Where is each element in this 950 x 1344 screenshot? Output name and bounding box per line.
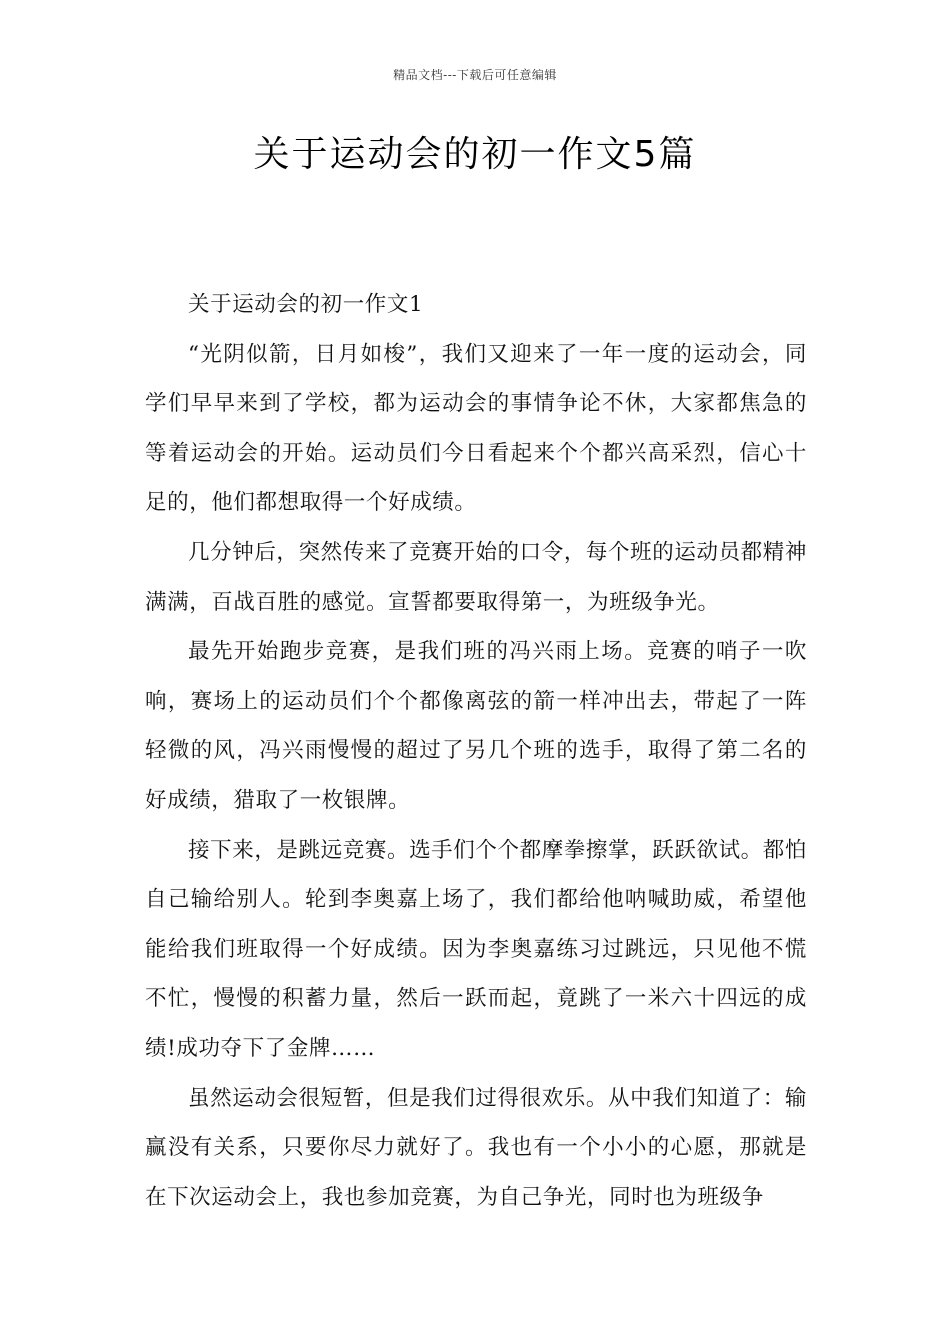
document-body (145, 280, 807, 1222)
paragraph: 接下来，是跳远竞赛。选手们个个都摩拳擦掌，跃跃欲试。都怕自己输给别人。轮到李奥嘉上场了，我们都给他呐喊助威，希望他能给我们班取得一个好成绩。因为李奥嘉练习过跳远，只见他不慌不忙，慢慢的积蓄力量，然后一跃而起，竟跳了一米六十四远的成绩!成功夺下了金牌…… (145, 837, 807, 1061)
paragraph: 最先开始跑步竞赛，是我们班的冯兴雨上场。竞赛的哨子一吹响，赛场上的运动员们个个都像离弦的箭一样冲出去，带起了一阵轻微的风，冯兴雨慢慢的超过了另几个班的选手，取得了第二名的好成绩，猎取了一枚银牌。 (145, 639, 807, 813)
paragraph: “光阴似箭，日月如梭”，我们又迎来了一年一度的运动会，同学们早早来到了学校，都为运动会的事情争论不休，大家都焦急的等着运动会的开始。运动员们今日看起来个个都兴高采烈，信心十足的，他们都想取得一个好成绩。 (145, 341, 807, 516)
header-note: 精品文档---下载后可任意编辑 (393, 68, 557, 82)
paragraph: 几分钟后，突然传来了竞赛开始的口令，每个班的运动员都精神满满，百战百胜的感觉。宣誓都要取得第一，为班级争光。 (145, 539, 807, 615)
section-heading: 关于运动会的初一作文1 (188, 292, 424, 317)
paragraph: 虽然运动会很短暂，但是我们过得很欢乐。从中我们知道了：输赢没有关系，只要你尽力就好了。我也有一个小小的心愿，那就是在下次运动会上，我也参加竞赛，为自己争光，同时也为班级争 (145, 1085, 807, 1210)
document-title: 关于运动会的初一作文5篇 (253, 134, 697, 175)
